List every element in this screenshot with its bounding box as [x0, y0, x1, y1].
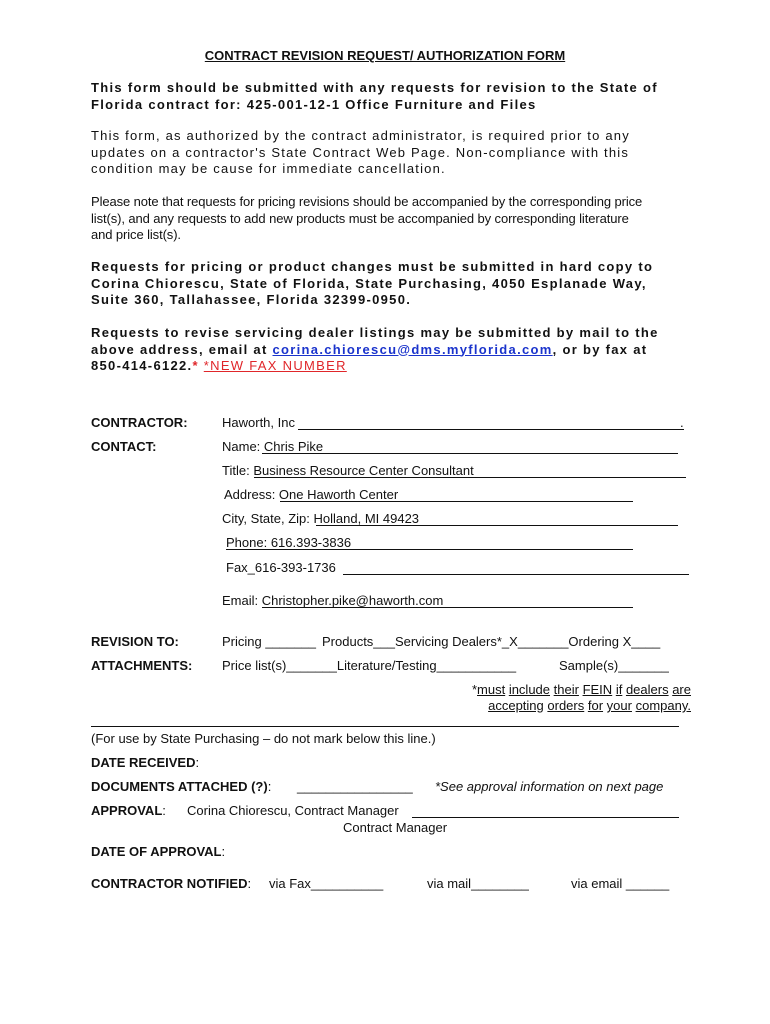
contractor-end: .	[680, 415, 684, 430]
city-label: City, State, Zip:	[222, 511, 310, 526]
pricing-note-line: Please note that requests for pricing revisions should be accompanied by the corresponding price	[91, 194, 643, 209]
form-title: CONTRACT REVISION REQUEST/ AUTHORIZATION FORM	[204, 48, 566, 63]
approval-value: Corina Chiorescu, Contract Manager	[187, 803, 399, 818]
contractor-underline	[298, 429, 684, 430]
attachments-label: ATTACHMENTS:	[91, 658, 193, 673]
fax-underline	[343, 574, 689, 575]
city-field[interactable]	[222, 511, 419, 526]
approval-info-note: *See approval information on next page	[435, 779, 664, 794]
title-value: Business Resource Center Consultant	[249, 463, 474, 478]
via-email[interactable]: via email ______	[571, 876, 670, 891]
hard-copy-paragraph	[91, 259, 691, 309]
documents-attached-label: DOCUMENTS ATTACHED (?):	[91, 779, 272, 794]
title-underline	[254, 477, 686, 478]
phone-underline	[226, 549, 633, 550]
dealer-listing-line: Requests to revise servicing dealer listings may be submitted by mail to the	[91, 325, 659, 340]
city-value: Holland, MI 49423	[309, 511, 420, 526]
new-fax-notice: *NEW FAX NUMBER	[203, 358, 347, 373]
intro-line: This form should be submitted with any requests for revision to the State of	[91, 80, 658, 95]
contractor-notified-label: CONTRACTOR NOTIFIED:	[91, 876, 252, 891]
via-mail[interactable]: via mail________	[427, 876, 529, 891]
hard-copy-line: Corina Chiorescu, State of Florida, State Purchasing, 4050 Esplanade Way,	[91, 275, 647, 291]
documents-blank[interactable]: ________________	[297, 779, 413, 794]
approval-underline	[412, 817, 679, 818]
fax-field[interactable]	[226, 560, 336, 575]
address-value: One Haworth Center	[275, 487, 399, 502]
attachments-options[interactable]: Price list(s)_______Literature/Testing___________	[222, 658, 517, 673]
email-link[interactable]: corina.chiorescu@dms.myflorida.com	[272, 341, 553, 357]
date-of-approval-label: DATE OF APPROVAL:	[91, 844, 226, 859]
phone-value: 616.393-3836	[267, 535, 352, 550]
name-label: Name:	[222, 439, 261, 454]
title-field[interactable]	[222, 463, 474, 478]
compliance-line: condition may be cause for immediate cancellation.	[91, 161, 446, 176]
fein-note-line2: accepting orders for your company.	[488, 698, 691, 713]
hard-copy-line: Suite 360, Tallahassee, Florida 32399-0950.	[91, 292, 412, 307]
dealer-listing-line: above address, email at corina.chiorescu@dms.myflorida.com, or by fax at	[91, 341, 648, 357]
email-label: Email:	[222, 593, 259, 608]
email-field[interactable]	[222, 593, 443, 608]
revision-pricing[interactable]: Pricing _______	[222, 634, 316, 649]
contractor-label: CONTRACTOR:	[91, 415, 188, 430]
office-use-note: (For use by State Purchasing – do not mark below this line.)	[91, 731, 436, 746]
compliance-line: updates on a contractor's State Contract Web Page. Non-compliance with this	[91, 144, 630, 160]
compliance-line: This form, as authorized by the contract administrator, is required prior to any	[91, 128, 630, 143]
title-label: Title:	[222, 463, 250, 478]
phone-label: Phone:	[226, 535, 268, 550]
address-label: Address:	[224, 487, 276, 502]
approval-sub-label: Contract Manager	[343, 820, 448, 835]
intro-line: Florida contract for: 425-001-12-1 Office Furniture and Files	[91, 96, 537, 112]
separator-line	[91, 726, 679, 727]
fax-value: _616-393-1736	[247, 560, 336, 575]
intro-paragraph	[91, 80, 691, 113]
samples-option[interactable]: Sample(s)_______	[559, 658, 669, 673]
pricing-note-line: and price list(s).	[91, 227, 181, 242]
star-marker: *	[192, 358, 199, 373]
approval-label: APPROVAL:	[91, 803, 166, 818]
compliance-paragraph	[91, 128, 691, 178]
email-value: Christopher.pike@haworth.com	[258, 593, 444, 608]
address-field[interactable]	[224, 487, 398, 502]
date-received-label: DATE RECEIVED:	[91, 755, 200, 770]
email-underline	[262, 607, 633, 608]
name-underline	[262, 453, 678, 454]
phone-field[interactable]	[226, 535, 351, 550]
contractor-value[interactable]: Haworth, Inc	[222, 415, 295, 430]
name-value: Chris Pike	[260, 439, 324, 454]
pricing-note-line: list(s), and any requests to add new products must be accompanied by corresponding literature	[91, 210, 629, 226]
contact-label: CONTACT:	[91, 439, 157, 454]
dealer-listing-paragraph	[91, 325, 691, 375]
revision-options[interactable]: Products___Servicing Dealers*_X_______Ordering X____	[322, 634, 661, 649]
dealer-listing-line: 850-414-6122.* *NEW FAX NUMBER	[91, 358, 347, 373]
fein-note-line1: *must include their FEIN if dealers are	[471, 682, 691, 697]
fax-label: Fax	[226, 560, 248, 575]
hard-copy-line: Requests for pricing or product changes must be submitted in hard copy to	[91, 259, 654, 274]
revision-label: REVISION TO:	[91, 634, 179, 649]
pricing-note-paragraph	[91, 194, 691, 244]
via-fax[interactable]: via Fax__________	[269, 876, 384, 891]
name-field[interactable]	[222, 439, 323, 454]
address-underline	[280, 501, 633, 502]
city-underline	[316, 525, 678, 526]
